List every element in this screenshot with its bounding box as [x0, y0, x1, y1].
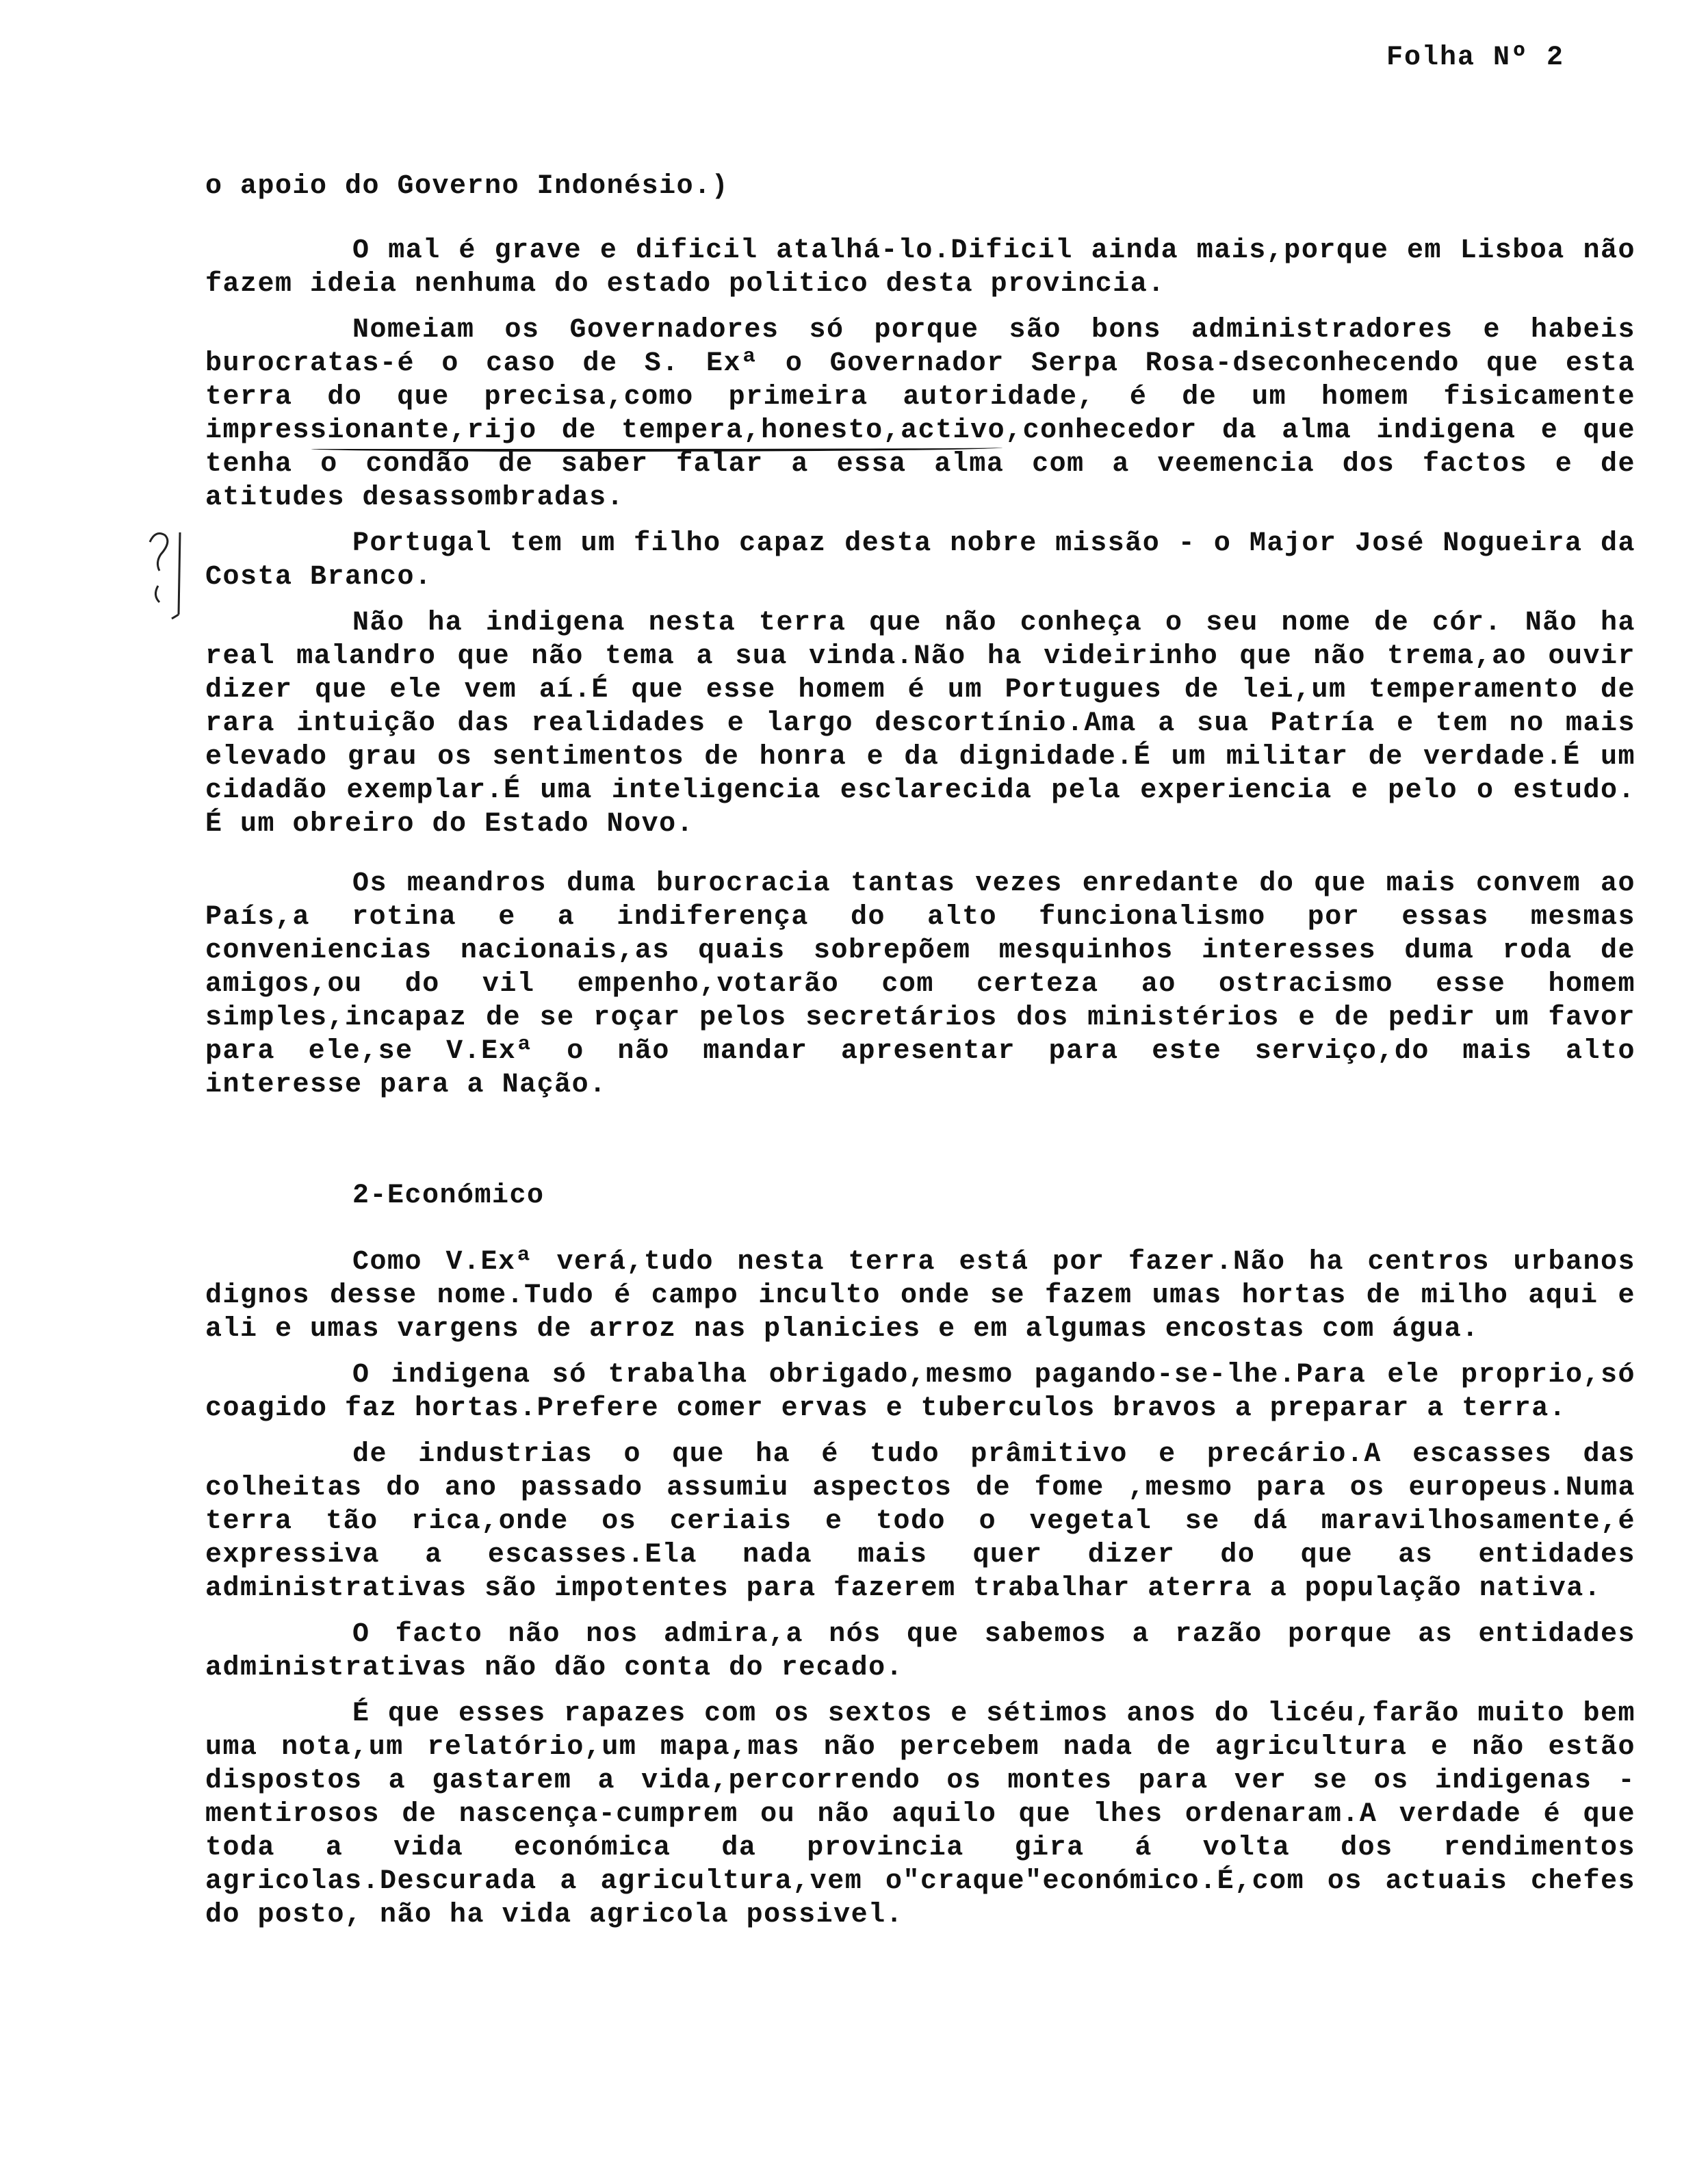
page-number: Folha Nº 2	[1386, 42, 1564, 73]
paragraph: de industrias o que ha é tudo prâmitivo e precário.A escasses das colheitas do ano passado assumiu aspectos de fome ,mesmo para os europeus.Numa terra tão rica,onde os ceriais e todo o vegetal se dá maravilhosamente,é expressiva a escasses.Ela nada mais quer dizer do que as entidades administrativas são impotentes para fazerem trabalhar aterra a população nativa.	[205, 1439, 1635, 1604]
section-political	[205, 170, 1635, 1102]
paragraph: o apoio do Governo Indonésio.)	[205, 171, 729, 202]
paragraph: Portugal tem um filho capaz desta nobre missão - o Major José Nogueira da Costa Branco.	[205, 528, 1635, 593]
margin-question-mark	[140, 527, 195, 623]
paragraph: O indigena só trabalha obrigado,mesmo pagando-se-lhe.Para ele proprio,só coagido faz hortas.Prefere comer ervas e tuberculos bravos a preparar a terra.	[205, 1360, 1635, 1424]
paragraph: É que esses rapazes com os sextos e sétimos anos do licéu,farão muito bem uma nota,um relatório,um mapa,mas não percebem nada de agricultura e não estão dispostos a gastarem a vida,percorrendo os montes para ver se os indigenas - mentirosos de nascença-cumprem ou não aquilo que lhes ordenaram.A verdade é que toda a vida económica da provincia gira á volta dos rendimentos agricolas.Descurada a agricultura,vem o"craque"económico.É,com os actuais chefes do posto, não ha vida agricola possivel.	[205, 1699, 1635, 1930]
paragraph: Os meandros duma burocracia tantas vezes enredante do que mais convem ao País,a rotina e a indiferença do alto funcionalismo por essas mesmas conveniencias nacionais,as quais sobrepõem mesquinhos interesses duma roda de amigos,ou do vil empenho,votarão com certeza ao ostracismo esse homem simples,incapaz de se roçar pelos secretários dos ministérios e de pedir um favor para ele,se V.Exª o não mandar apresentar para este serviço,do mais alto interesse para a Nação.	[205, 868, 1635, 1100]
paragraph: Como V.Exª verá,tudo nesta terra está por fazer.Não ha centros urbanos dignos desse nome.Tudo é campo inculto onde se fazem umas hortas de milho aqui e ali e umas vargens de arroz nas planicies e em algumas encostas com água.	[205, 1247, 1635, 1345]
section-economic	[205, 1245, 1635, 1932]
section-heading: 2-Económico	[352, 1180, 545, 1211]
paragraph: Não ha indigena nesta terra que não conheça o seu nome de cór. Não ha real malandro que não tema a sua vinda.Não ha videirinho que não trema,ao ouvir dizer que ele vem aí.É que esse homem é um Portugues de lei,um temperamento de rara intuição das realidades e largo descortínio.Ama a sua Patría e tem no mais elevado grau os sentimentos de honra e da dignidade.É um militar de verdade.É um cidadão exemplar.É uma inteligencia esclarecida pela experiencia e pelo o estudo. É um obreiro do Estado Novo.	[205, 608, 1635, 840]
paragraph: Nomeiam os Governadores só porque são bons administradores e habeis burocratas-é o caso de S. Exª o Governador Serpa Rosa-dseconhecendo que esta terra do que precisa,como primeira autoridade, é de um homem fisicamente impressionante,rijo de tempera,honesto,activo,conhecedor da alma indigena e que tenha o condão de saber falar a essa alma com a veemencia dos factos e de atitudes desassombradas.	[205, 315, 1635, 513]
paragraph: O facto não nos admira,a nós que sabemos a razão porque as entidades administrativas não dão conta do recado.	[205, 1619, 1635, 1683]
paragraph: O mal é grave e dificil atalhá-lo.Dificil ainda mais,porque em Lisboa não fazem ideia nenhuma do estado politico desta provincia.	[205, 235, 1635, 300]
